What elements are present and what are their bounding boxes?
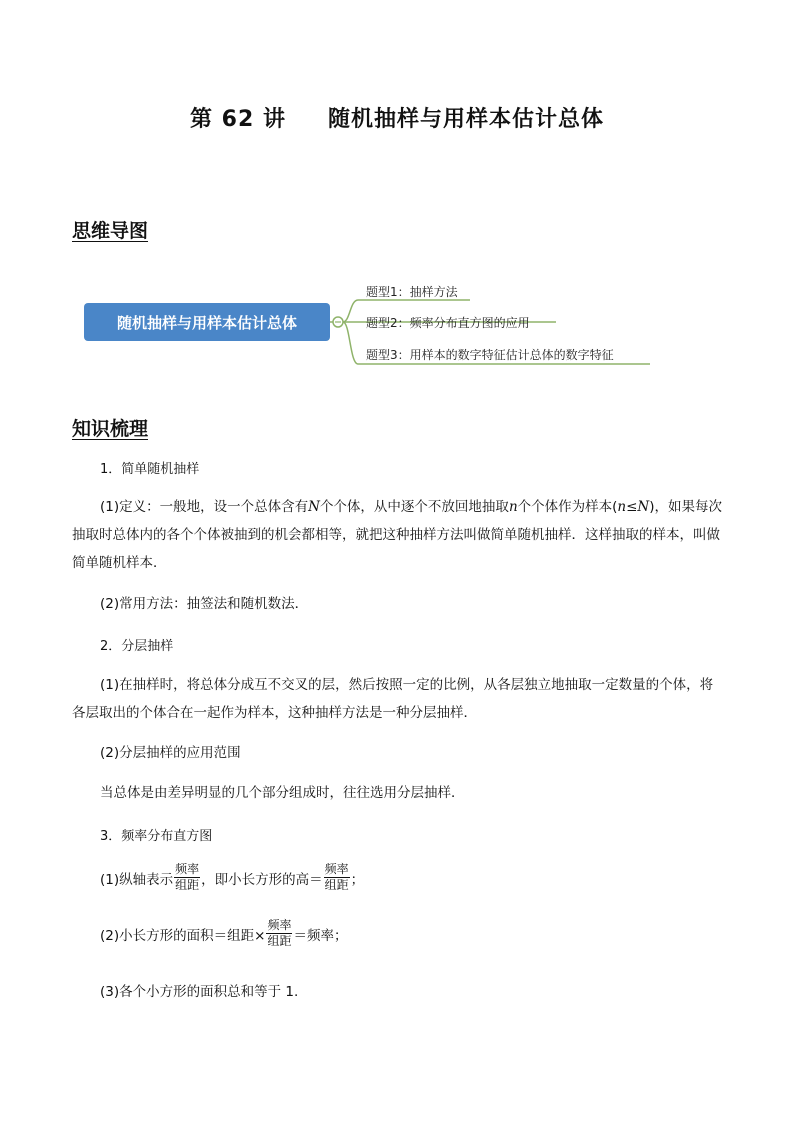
mindmap-branch-3[interactable]: 题型3：用样本的数字特征估计总体的数字特征 (366, 348, 614, 362)
fraction: $\frac{\text{频率}}{\text{组距}}$ (175, 862, 200, 892)
lecture-topic: 随机抽样与用样本估计总体 (327, 107, 604, 132)
fraction: $\frac{\text{频率}}{\text{组距}}$ (324, 862, 349, 892)
section-3-line-1: (1)纵轴表示 $\frac{\text{频率}}{\text{组距}}$ ，即小长方形的高＝ $\frac{\text{频率}}{\text{组距}}$ ； (100, 862, 365, 892)
lecture-number: 第 62 讲 (190, 107, 286, 132)
section-1-title: 1．简单随机抽样 (100, 462, 200, 477)
section-1-definition: (1)定义：一般地，设一个总体含有N个个体，从中逐个不放回地抽取n个个体作为样本(n≤N)，如果每次抽取时总体内的各个个体被抽到的机会都相等，就把这种抽样方法叫做简单随机抽样．这样抽取的样本，叫做简单随机样本． (72, 499, 723, 571)
page-title (0, 102, 794, 133)
mindmap-heading: 思维导图 (72, 220, 149, 242)
section-2-definition: (1)在抽样时，将总体分成互不交叉的层，然后按照一定的比例，从各层独立地抽取一定数量的个体，将各层取出的个体合在一起作为样本，这种抽样方法是一种分层抽样． (72, 677, 714, 721)
section-3-title: 3．频率分布直方图 (100, 829, 213, 844)
section-2-scope-text: 当总体是由差异明显的几个部分组成时，往往选用分层抽样． (100, 785, 465, 801)
fraction: $\frac{\text{频率}}{\text{组距}}$ (267, 918, 292, 948)
section-3-line-3: (3)各个小方形的面积总和等于 1. (100, 984, 299, 1000)
section-2-scope-title: (2)分层抽样的应用范围 (100, 745, 241, 761)
knowledge-heading: 知识梳理 (72, 418, 149, 440)
section-2-title: 2．分层抽样 (100, 639, 174, 654)
mindmap-branch-2[interactable]: 题型2：频率分布直方图的应用 (366, 316, 530, 330)
mindmap-root-node[interactable]: 随机抽样与用样本估计总体 (84, 303, 330, 341)
section-1-methods: (2)常用方法：抽签法和随机数法． (100, 596, 309, 612)
mindmap-branch-1[interactable]: 题型1：抽样方法 (366, 285, 458, 299)
section-3-line-2: (2)小长方形的面积＝组距× $\frac{\text{频率}}{\text{组距}}$ ＝频率； (100, 918, 348, 948)
